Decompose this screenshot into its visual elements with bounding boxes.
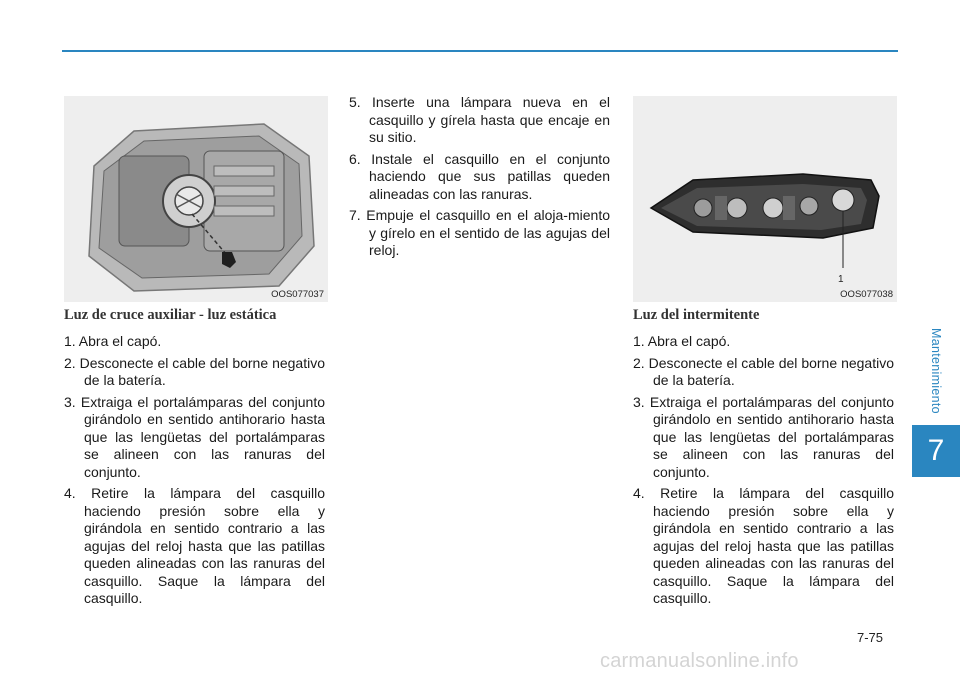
top-rule xyxy=(62,50,898,52)
steps-list-right xyxy=(633,333,894,612)
step-item: 4. Retire la lámpara del casquillo haciendo presión sobre ella y girándola en sentido contrario a las agujas del reloj hasta que las patillas queden alineadas con las ranuras del casquillo. Saque la lámpara del casquillo. xyxy=(633,485,894,606)
figure-caption-right: OOS077038 xyxy=(840,289,893,300)
step-item: 3. Extraiga el portalámparas del conjunto girándolo en sentido antihorario hasta que las lengüetas del portalámparas se alineen con las ranuras del conjunto. xyxy=(633,393,894,480)
steps-list-middle xyxy=(349,94,610,264)
steps-list-left xyxy=(64,333,325,612)
step-item: 5. Inserte una lámpara nueva en el casquillo y gírela hasta que encaje en su sitio. xyxy=(349,94,610,145)
figure-caption-left: OOS077037 xyxy=(271,289,324,300)
section-heading-turn-signal: Luz del intermitente xyxy=(633,307,760,323)
step-item: 2. Desconecte el cable del borne negativo de la batería. xyxy=(64,354,325,388)
step-item: 3. Extraiga el portalámparas del conjunto girándolo en sentido antihorario hasta que las lengüetas del portalámparas se alineen con las ranuras del conjunto. xyxy=(64,393,325,480)
chapter-tab-label: Mantenimiento xyxy=(929,328,943,414)
watermark-text: carmanualsonline.info xyxy=(600,650,799,672)
headlamp-assembly-illustration xyxy=(64,96,328,302)
figure-turn-signal-lamp xyxy=(633,96,897,302)
figure-headlamp-assembly xyxy=(64,96,328,302)
step-item: 4. Retire la lámpara del casquillo haciendo presión sobre ella y girándola en sentido contrario a las agujas del reloj hasta que las patillas queden alineadas con las ranuras del casquillo. Saque la lámpara del casquillo. xyxy=(64,485,325,606)
step-item: 1. Abra el capó. xyxy=(633,333,731,349)
step-item: 1. Abra el capó. xyxy=(64,333,162,349)
step-item: 7. Empuje el casquillo en el aloja-miento y gírelo en el sentido de las agujas del reloj. xyxy=(349,207,610,258)
section-heading-auxiliary-low-beam: Luz de cruce auxiliar - luz estática xyxy=(64,307,277,323)
step-item: 6. Instale el casquillo en el conjunto haciendo que sus patillas queden alineadas con las ranuras. xyxy=(349,150,610,202)
page-number: 7-75 xyxy=(857,630,884,645)
turn-signal-lamp-illustration xyxy=(633,96,897,302)
chapter-tab-number: 7 xyxy=(912,425,960,477)
callout-number: 1 xyxy=(838,274,844,285)
step-item: 2. Desconecte el cable del borne negativo de la batería. xyxy=(633,354,894,388)
